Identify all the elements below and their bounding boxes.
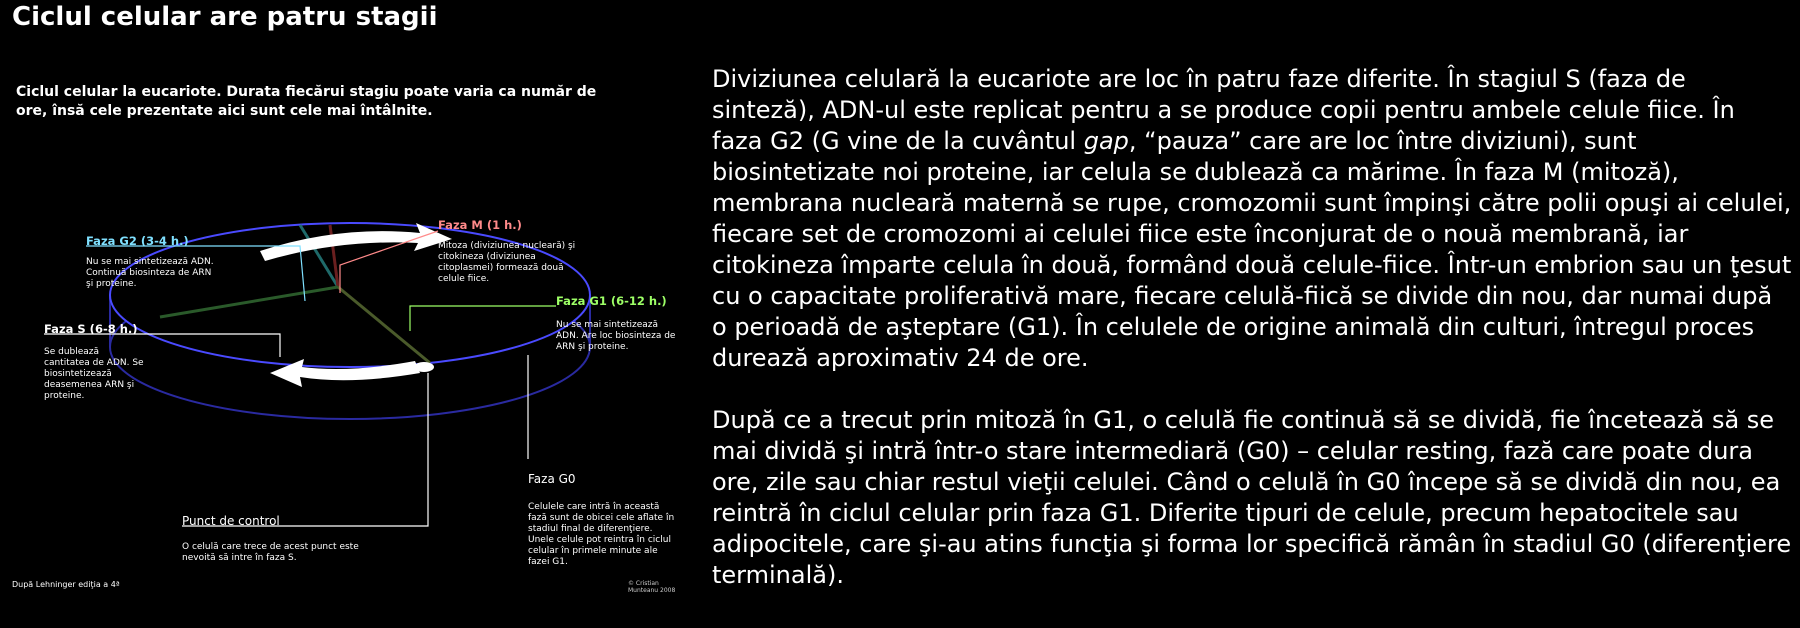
checkpoint-description: O celulă care trece de acest punct este nevoită să intre în faza S.: [182, 542, 359, 563]
figure-caption: Ciclul celular la eucariote. Durata fiecărui stagiu poate varia ca număr de ore, însă cele prezentate aici sunt cele mai întâlnite.: [16, 84, 597, 119]
checkpoint-marker: [414, 362, 434, 372]
leader-control: [182, 373, 428, 526]
checkpoint-label: Punct de control: [182, 514, 280, 528]
explanation-text: [712, 64, 1792, 622]
phase-g2-description: Nu se mai sintetizează ADN. Continuă biosinteza de ARN şi proteine.: [86, 257, 214, 289]
phase-g0-description: Celulele care intră în această fază sunt de obicei cele aflate în stadiul final de diferenţiere. Unele celule pot reintra în ciclul celular în primele minute ale fazei G1.: [528, 502, 675, 567]
source-credit: După Lehninger ediţia a 4ª: [12, 580, 120, 589]
phase-s-description: Se dublează cantitatea de ADN. Se biosintetizează deasemenea ARN şi proteine.: [44, 347, 144, 401]
phase-m-label: Faza M (1 h.): [438, 218, 522, 232]
phase-s-label: Faza S (6-8 h.): [44, 322, 138, 336]
cell-cycle-figure: [0, 55, 690, 595]
phase-g0-label: Faza G0: [528, 472, 576, 486]
phase-m-description: Mitoza (diviziunea nucleară) şi citokineza (diviziunea citoplasmei) formează două celule fiice.: [438, 241, 576, 284]
gap-italic-word: gap: [1083, 127, 1129, 155]
paragraph-2: După ce a trecut prin mitoză în G1, o celulă fie continuă să se dividă, fie încetează să se mai dividă şi intră într-o stare intermediară (G0) – celular resting, fază care poate dura ore, zile sau chiar restul vieţii celulei. Când o celulă în G0 începe să se dividă din nou, ea reintră în ciclul celular prin faza G1. Diferite tipuri de celule, precum hepatocitele sau adipocitele, care şi-au atins funcţia şi forma lor specifică rămân în stadiul G0 (diferenţiere terminală).: [712, 406, 1792, 589]
paragraph-1: Diviziunea celulară la eucariote are loc în patru faze diferite. În stagiul S (faza de sinteză), ADN-ul este replicat pentru a se produce copii pentru ambele celule fiice. În faza G2 (G vine de la cuvântul gap, “pauza” care are loc între diviziuni), sunt biosintetizate noi proteine, iar celula se dublează ca mărime. În faza M (mitoză), membrana nucleară maternă se rupe, cromozomii sunt împinşi către polii opuşi ai celulei, fiecare set de cromozomi ai celulei fiice este înconjurat de o nouă membrană, iar citokineza împarte celula în două, formând două celule-fiice. Într-un embrion sau un ţesut cu o capacitate proliferativă mare, fiecare celulă-fiică se divide din nou, dar numai după o perioadă de aşteptare (G1). În celulele de origine animală din culturi, întregul proces durează aproximativ 24 de ore.: [712, 65, 1792, 372]
slide-title: Ciclul celular are patru stagii: [12, 2, 438, 32]
phase-g1-description: Nu se mai sintetizează ADN. Are loc biosinteza de ARN şi proteine.: [556, 320, 676, 352]
phase-g2-label: Faza G2 (3-4 h.): [86, 234, 189, 248]
copyright-credit: © Cristian Munteanu 2008: [628, 580, 676, 594]
phase-g1-label: Faza G1 (6-12 h.): [556, 294, 667, 308]
